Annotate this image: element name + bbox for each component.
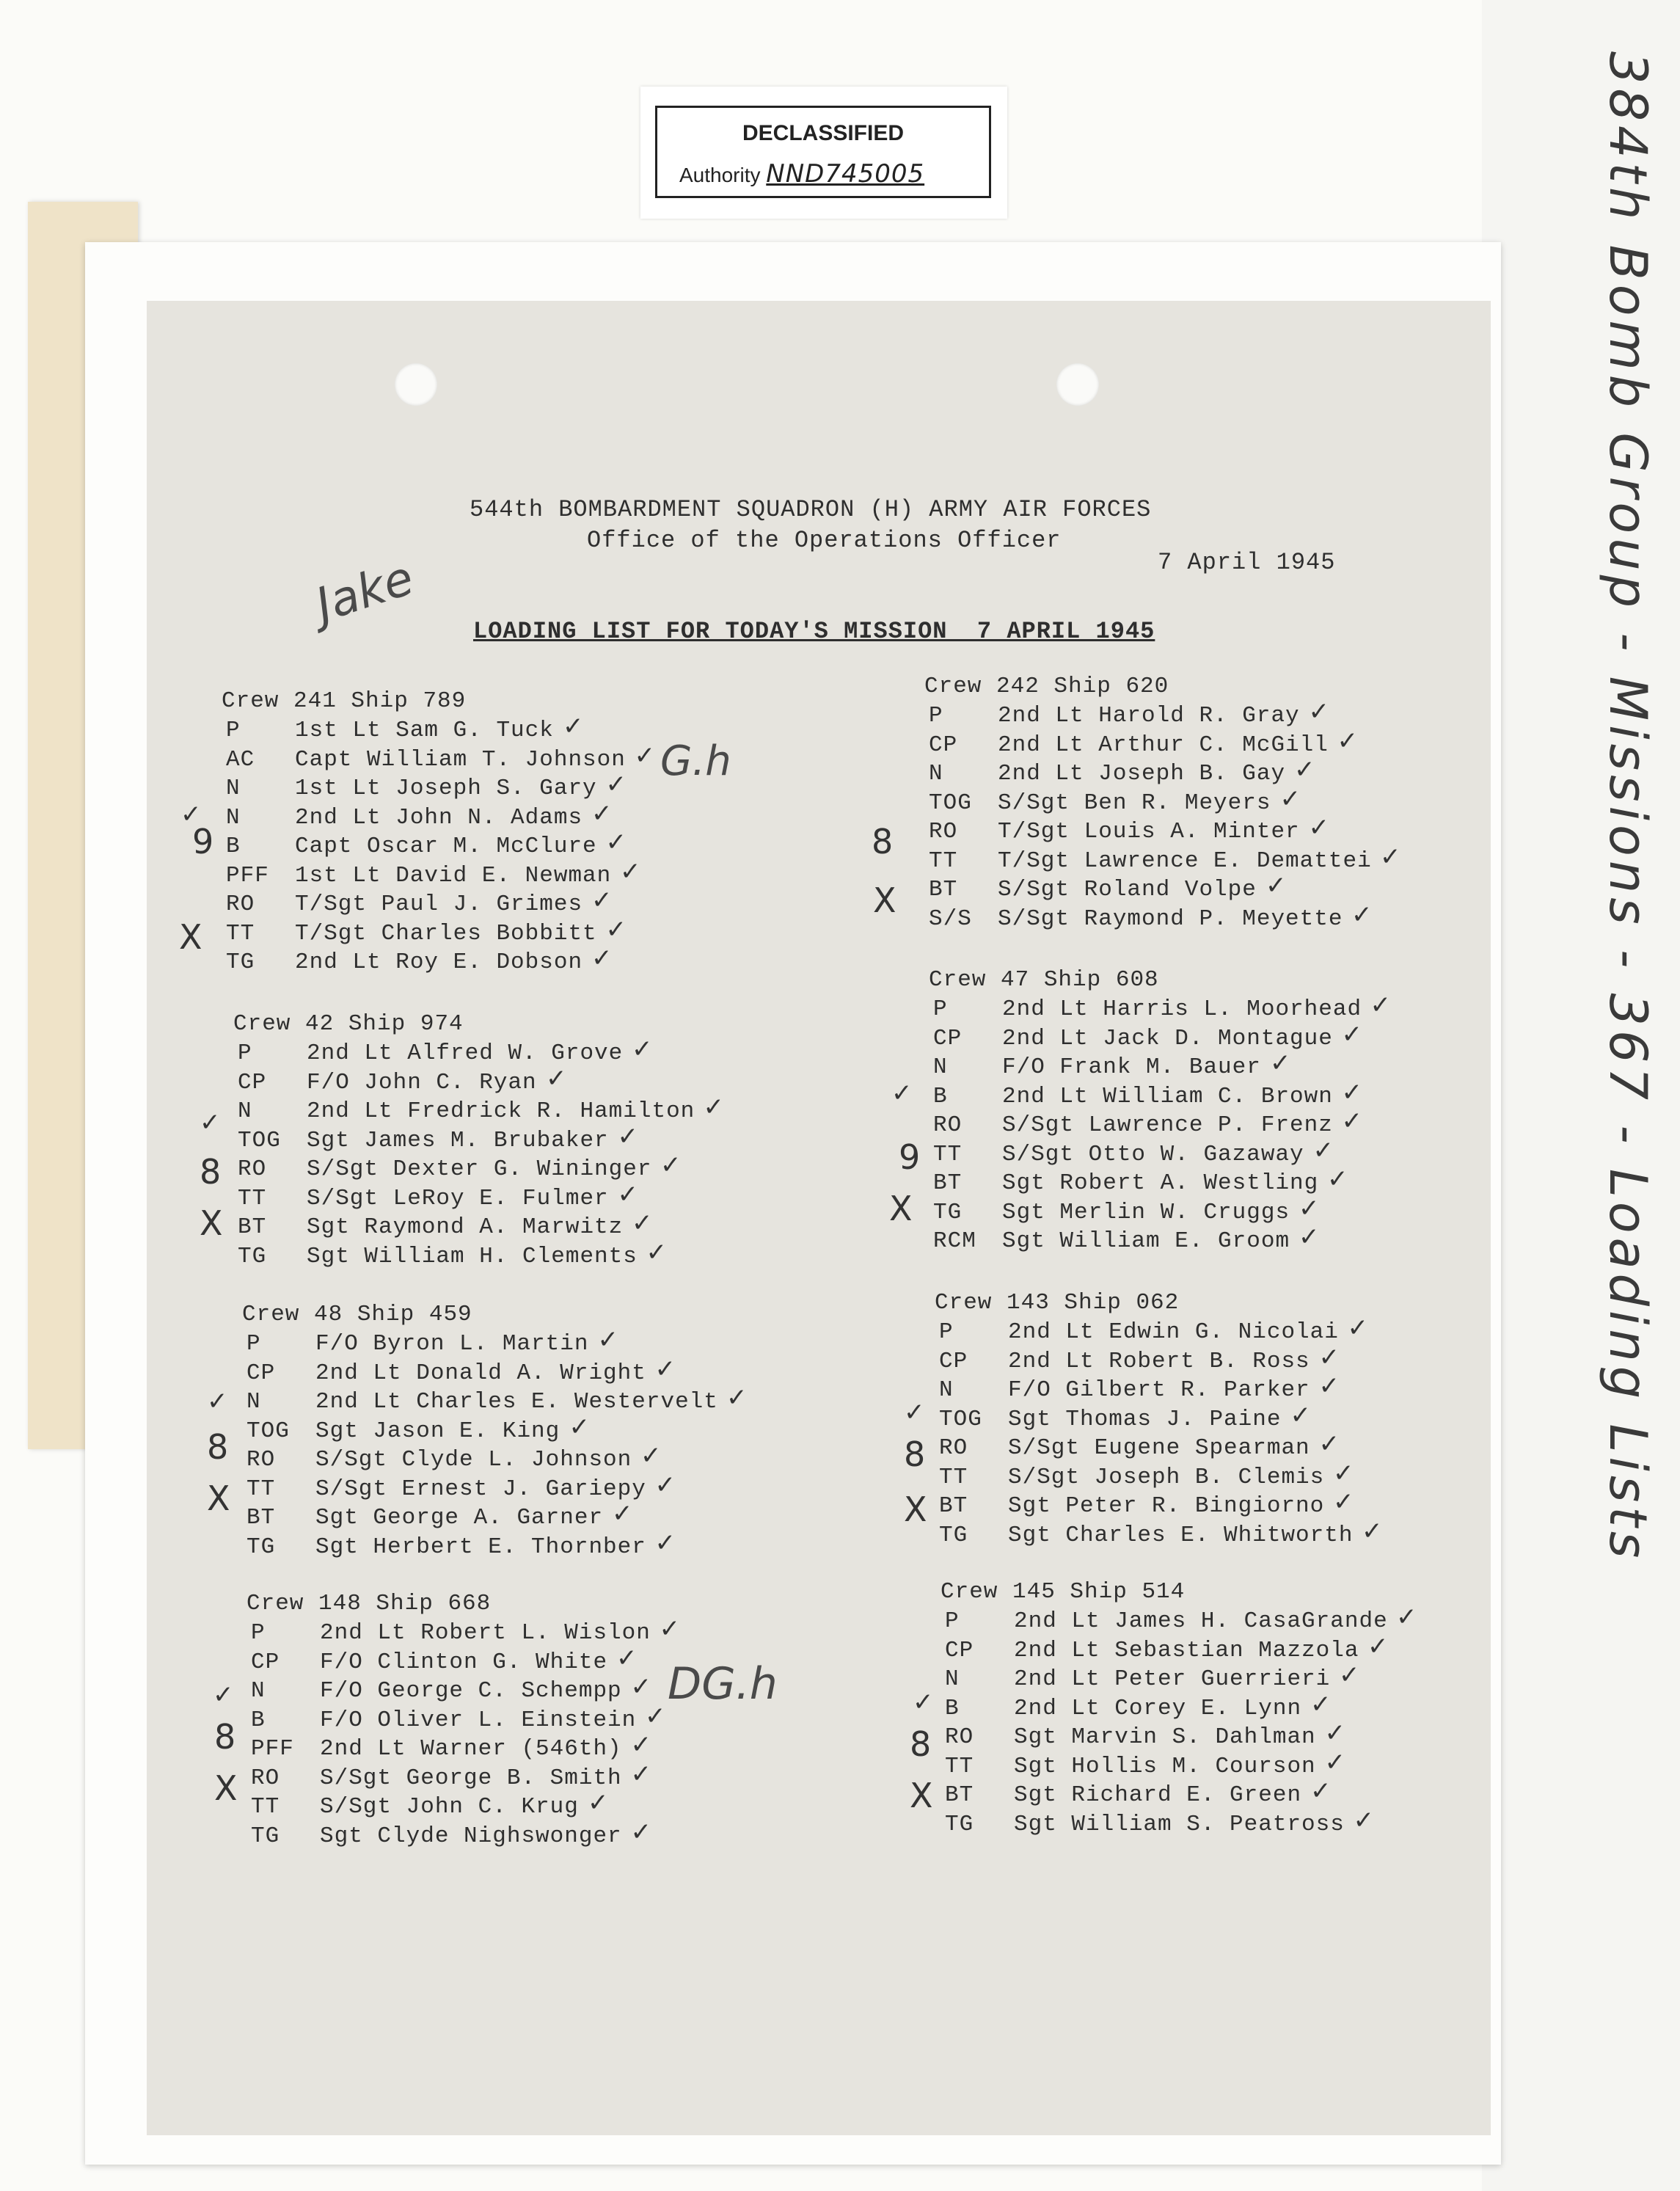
check-mark-icon: ✓ xyxy=(654,1470,676,1500)
check-mark-icon: ✓ xyxy=(1339,1660,1360,1690)
crew-position: TG xyxy=(945,1811,974,1837)
check-mark-icon: ✓ xyxy=(632,1035,653,1064)
crew-heading: Crew 241 Ship 789 xyxy=(222,688,467,714)
check-mark-icon: ✓ xyxy=(1308,813,1329,842)
crew-member-name: 2nd Lt Alfred W. Grove xyxy=(307,1040,624,1066)
check-mark-icon: ✓ xyxy=(1341,1107,1362,1136)
crew-member-name: Sgt Hollis M. Courson xyxy=(1014,1753,1316,1779)
stamp-authority xyxy=(679,159,924,189)
margin-mark: 8 xyxy=(910,1724,932,1764)
declassified-stamp xyxy=(640,87,1007,219)
crew-position: TOG xyxy=(939,1406,982,1432)
margin-mark: 8 xyxy=(200,1152,222,1192)
check-mark-icon: ✓ xyxy=(1308,697,1329,726)
crew-position: BT xyxy=(945,1782,974,1808)
crew-member-name: 1st Lt Sam G. Tuck xyxy=(295,718,554,743)
margin-mark: X xyxy=(873,881,896,920)
crew-position: P xyxy=(226,718,241,743)
crew-member-name: 2nd Lt John N. Adams xyxy=(295,804,583,831)
crew-member-name: Sgt Peter R. Bingiorno xyxy=(1008,1493,1325,1519)
check-mark-icon: ✓ xyxy=(591,798,613,828)
crew-position: P xyxy=(933,996,948,1022)
crew-member-name: S/Sgt Otto W. Gazaway xyxy=(1002,1141,1304,1167)
crew-position: PFF xyxy=(251,1736,294,1762)
check-mark-icon: ✓ xyxy=(1294,755,1315,784)
crew-member-name: Sgt Marvin S. Dahlman xyxy=(1014,1724,1316,1750)
check-mark-icon: ✓ xyxy=(1396,1603,1417,1632)
crew-position: TT xyxy=(933,1141,963,1167)
crew-member-name: 2nd Lt Peter Guerrieri xyxy=(1014,1666,1331,1692)
crew-position: TT xyxy=(246,1476,276,1502)
crew-member-name: F/O Frank M. Bauer xyxy=(1002,1054,1261,1080)
crew-member-name: 2nd Lt Donald A. Wright xyxy=(315,1360,646,1386)
crew-position: BT xyxy=(238,1214,267,1240)
crew-position: TOG xyxy=(929,790,972,816)
crew-member-name: Sgt Thomas J. Paine xyxy=(1008,1406,1282,1432)
crew-position: TOG xyxy=(246,1418,290,1444)
loading-list-title: LOADING LIST FOR TODAY'S MISSION 7 APRIL 1945 xyxy=(473,618,1155,645)
squadron-header: 544th BOMBARDMENT SQUADRON (H) ARMY AIR FORCES xyxy=(470,496,1152,523)
crew-heading: Crew 48 Ship 459 xyxy=(242,1302,472,1327)
crew-member-name: T/Sgt Lawrence E. Demattei xyxy=(998,847,1372,874)
crew-position: B xyxy=(945,1695,960,1721)
handwritten-jake: Jake xyxy=(309,551,420,633)
crew-position: N xyxy=(226,776,241,801)
check-mark-icon: ✓ xyxy=(597,1325,618,1355)
crew-member-name: 2nd Lt Charles E. Westervelt xyxy=(315,1389,718,1415)
crew-position: TG xyxy=(939,1522,968,1548)
check-mark-icon: ✓ xyxy=(654,1354,676,1384)
crew-position: TT xyxy=(945,1753,974,1779)
crew-position: TG xyxy=(238,1243,267,1269)
margin-mark: X xyxy=(910,1776,933,1815)
crew-position: RO xyxy=(226,892,255,917)
check-mark-icon: ✓ xyxy=(605,828,627,857)
crew-position: BT xyxy=(939,1493,968,1519)
crew-member-name: 2nd Lt Joseph B. Gay xyxy=(998,761,1286,787)
document-date: 7 April 1945 xyxy=(1158,549,1336,576)
check-mark-icon: ✓ xyxy=(1290,1400,1311,1430)
stamp-authority-label: Authority xyxy=(679,164,761,186)
check-mark-icon: ✓ xyxy=(1318,1429,1340,1459)
margin-mark: X xyxy=(214,1768,238,1808)
check-mark-icon: ✓ xyxy=(1351,900,1373,930)
crew-member-name: 2nd Lt Warner (546th) xyxy=(320,1736,622,1762)
crew-member-name: 1st Lt Joseph S. Gary xyxy=(295,776,597,801)
crew-member-name: F/O Byron L. Martin xyxy=(315,1331,589,1357)
check-mark-icon: ✓ xyxy=(630,1759,651,1789)
crew-position: CP xyxy=(939,1348,968,1374)
crew-member-name: 2nd Lt Jack D. Montague xyxy=(1002,1025,1333,1051)
crew-member-name: S/Sgt Lawrence P. Frenz xyxy=(1002,1112,1333,1138)
crew-position: TT xyxy=(939,1464,968,1490)
check-mark-icon: ✓ xyxy=(1266,871,1287,900)
crew-member-name: Sgt Clyde Nighswonger xyxy=(320,1823,622,1849)
crew-position: TT xyxy=(238,1185,267,1211)
crew-member-name: Sgt Herbert E. Thornber xyxy=(315,1534,646,1560)
crew-position: RO xyxy=(238,1156,267,1182)
crew-position: RO xyxy=(945,1724,974,1750)
crew-position: N xyxy=(933,1054,948,1080)
handwritten-gh: G.h xyxy=(660,737,731,785)
crew-position: N xyxy=(945,1666,960,1692)
crew-position: TT xyxy=(929,847,958,874)
crew-position: TG xyxy=(251,1823,280,1849)
crew-member-name: S/Sgt Roland Volpe xyxy=(998,877,1257,903)
crew-heading: Crew 42 Ship 974 xyxy=(233,1011,464,1037)
check-mark-icon: ✓ xyxy=(569,1412,590,1442)
crew-heading: Crew 47 Ship 608 xyxy=(929,967,1159,993)
check-mark-icon: ✓ xyxy=(591,944,613,973)
check-mark-icon: ✓ xyxy=(630,1672,651,1702)
crew-position: PFF xyxy=(226,862,269,889)
side-note-text: 384th Bomb Group - Missions - 367 - Loading Lists xyxy=(1598,51,1658,1563)
crew-member-name: 2nd Lt Harold R. Gray xyxy=(998,703,1300,729)
crew-member-name: T/Sgt Louis A. Minter xyxy=(998,819,1300,845)
crew-member-name: Sgt Richard E. Green xyxy=(1014,1782,1302,1808)
crew-heading: Crew 143 Ship 062 xyxy=(935,1290,1180,1316)
crew-member-name: S/Sgt Ben R. Meyers xyxy=(998,790,1271,816)
crew-member-name: S/Sgt Joseph B. Clemis xyxy=(1008,1464,1325,1490)
crew-member-name: S/Sgt Clyde L. Johnson xyxy=(315,1447,632,1473)
crew-member-name: Sgt William H. Clements xyxy=(307,1243,638,1269)
check-mark-icon: ✓ xyxy=(1333,1487,1354,1517)
crew-position: B xyxy=(226,834,241,859)
crew-member-name: 2nd Lt Robert B. Ross xyxy=(1008,1348,1310,1374)
crew-member-name: S/Sgt Eugene Spearman xyxy=(1008,1435,1310,1461)
check-mark-icon: ✓ xyxy=(588,1788,609,1818)
crew-position: TG xyxy=(246,1534,276,1560)
check-mark-icon: ✓ xyxy=(660,1151,682,1180)
crew-member-name: T/Sgt Paul J. Grimes xyxy=(295,892,583,917)
check-mark-icon: ✓ xyxy=(1327,1164,1348,1194)
crew-position: B xyxy=(251,1707,266,1733)
crew-position: N xyxy=(238,1098,252,1124)
stamp-authority-value: NND745005 xyxy=(766,159,925,189)
check-mark-icon: ✓ xyxy=(632,1208,653,1238)
stamp-title: DECLASSIFIED xyxy=(742,121,905,145)
crew-member-name: Sgt Jason E. King xyxy=(315,1418,560,1444)
crew-member-name: Sgt William E. Groom xyxy=(1002,1228,1290,1254)
crew-member-name: 2nd Lt Fredrick R. Hamilton xyxy=(307,1098,695,1124)
check-mark-icon: ✓ xyxy=(1299,1222,1320,1252)
crew-member-name: Sgt William S. Peatross xyxy=(1014,1811,1345,1837)
check-mark-icon: ✓ xyxy=(616,1643,638,1673)
check-mark-icon: ✓ xyxy=(546,1063,567,1093)
crew-member-name: 2nd Lt Roy E. Dobson xyxy=(295,949,583,975)
crew-position: N xyxy=(939,1377,954,1403)
check-mark-icon: ✓ xyxy=(1380,842,1401,872)
crew-member-name: Sgt George A. Garner xyxy=(315,1505,604,1531)
crew-member-name: S/Sgt Ernest J. Gariepy xyxy=(315,1476,646,1502)
check-mark-icon: ✓ xyxy=(1362,1516,1383,1546)
crew-member-name: 1st Lt David E. Newman xyxy=(295,862,612,889)
check-mark-icon: ✓ xyxy=(654,1528,676,1558)
crew-position: P xyxy=(246,1331,261,1357)
crew-member-name: T/Sgt Charles Bobbitt xyxy=(295,920,597,947)
crew-position: RO xyxy=(251,1765,280,1791)
crew-position: TT xyxy=(226,920,255,947)
crew-position: P xyxy=(238,1040,252,1066)
check-mark-icon: ✓ xyxy=(659,1614,680,1644)
crew-position: RO xyxy=(246,1447,276,1473)
crew-position: CP xyxy=(933,1025,963,1051)
crew-member-name: 2nd Lt Sebastian Mazzola xyxy=(1014,1637,1359,1663)
crew-member-name: Sgt Merlin W. Cruggs xyxy=(1002,1199,1290,1225)
check-mark-icon: ✓ xyxy=(617,1179,638,1209)
crew-member-name: F/O George C. Schempp xyxy=(320,1678,622,1704)
check-mark-icon: ✓ xyxy=(640,1441,662,1470)
crew-member-name: 2nd Lt Arthur C. McGill xyxy=(998,732,1329,758)
crew-member-name: F/O Gilbert R. Parker xyxy=(1008,1377,1310,1403)
crew-position: S/S xyxy=(929,905,972,932)
check-mark-icon: ✓ xyxy=(1279,784,1301,814)
crew-member-name: 2nd Lt Harris L. Moorhead xyxy=(1002,996,1362,1022)
crew-heading: Crew 242 Ship 620 xyxy=(924,674,1169,699)
margin-mark: ✓ xyxy=(207,1387,228,1416)
crew-position: RCM xyxy=(933,1228,976,1254)
handwritten-dgh: DG.h xyxy=(668,1658,778,1710)
crew-position: BT xyxy=(246,1505,276,1531)
check-mark-icon: ✓ xyxy=(1353,1805,1374,1835)
margin-mark: X xyxy=(179,917,202,957)
check-mark-icon: ✓ xyxy=(703,1093,724,1122)
margin-mark: ✓ xyxy=(180,800,202,829)
check-mark-icon: ✓ xyxy=(1270,1049,1291,1078)
check-mark-icon: ✓ xyxy=(726,1383,748,1412)
check-mark-icon: ✓ xyxy=(1337,726,1358,756)
check-mark-icon: ✓ xyxy=(1299,1193,1320,1223)
punch-hole-left xyxy=(395,363,437,406)
check-mark-icon: ✓ xyxy=(605,914,627,944)
crew-member-name: S/Sgt John C. Krug xyxy=(320,1794,579,1820)
crew-position: RO xyxy=(929,819,958,845)
margin-mark: 9 xyxy=(899,1137,921,1177)
crew-member-name: Capt Oscar M. McClure xyxy=(295,834,597,859)
crew-position: N xyxy=(226,804,241,831)
crew-position: CP xyxy=(246,1360,276,1386)
margin-mark: X xyxy=(889,1189,913,1228)
crew-member-name: S/Sgt Raymond P. Meyette xyxy=(998,905,1343,932)
crew-position: P xyxy=(945,1608,960,1634)
crew-position: P xyxy=(251,1620,266,1646)
check-mark-icon: ✓ xyxy=(1341,1077,1362,1107)
check-mark-icon: ✓ xyxy=(591,886,613,915)
crew-member-name: S/Sgt George B. Smith xyxy=(320,1765,622,1791)
stamp-box xyxy=(655,106,991,198)
crew-position: TT xyxy=(251,1794,280,1820)
margin-mark: ✓ xyxy=(891,1079,913,1108)
check-mark-icon: ✓ xyxy=(1310,1689,1332,1719)
check-mark-icon: ✓ xyxy=(563,712,584,741)
crew-position: B xyxy=(933,1083,948,1109)
check-mark-icon: ✓ xyxy=(617,1121,638,1151)
margin-mark: 8 xyxy=(207,1427,229,1467)
punch-hole-right xyxy=(1056,363,1099,406)
check-mark-icon: ✓ xyxy=(630,1730,651,1760)
check-mark-icon: ✓ xyxy=(1341,1019,1362,1049)
crew-position: P xyxy=(929,703,943,729)
check-mark-icon: ✓ xyxy=(634,740,655,770)
check-mark-icon: ✓ xyxy=(620,856,641,886)
margin-mark: 8 xyxy=(872,822,894,861)
crew-member-name: Sgt Robert A. Westling xyxy=(1002,1170,1319,1196)
crew-heading: Crew 145 Ship 514 xyxy=(941,1579,1186,1605)
check-mark-icon: ✓ xyxy=(1324,1718,1345,1748)
crew-position: AC xyxy=(226,746,255,773)
check-mark-icon: ✓ xyxy=(612,1499,633,1528)
check-mark-icon: ✓ xyxy=(1310,1776,1332,1806)
side-handwritten-note xyxy=(1588,51,1658,1849)
check-mark-icon: ✓ xyxy=(630,1817,651,1847)
crew-position: CP xyxy=(929,732,958,758)
check-mark-icon: ✓ xyxy=(645,1701,666,1731)
crew-position: N xyxy=(929,761,943,787)
check-mark-icon: ✓ xyxy=(1318,1342,1340,1372)
crew-position: N xyxy=(251,1678,266,1704)
crew-member-name: Sgt James M. Brubaker xyxy=(307,1127,609,1153)
check-mark-icon: ✓ xyxy=(1333,1458,1354,1488)
crew-member-name: Sgt Charles E. Whitworth xyxy=(1008,1522,1354,1548)
crew-position: BT xyxy=(933,1170,963,1196)
check-mark-icon: ✓ xyxy=(1312,1135,1334,1165)
margin-mark: 8 xyxy=(214,1717,236,1757)
crew-position: CP xyxy=(251,1649,280,1675)
crew-member-name: F/O John C. Ryan xyxy=(307,1069,537,1096)
crew-member-name: 2nd Lt Edwin G. Nicolai xyxy=(1008,1319,1339,1345)
crew-member-name: F/O Clinton G. White xyxy=(320,1649,608,1675)
crew-member-name: Sgt Raymond A. Marwitz xyxy=(307,1214,624,1240)
margin-mark: 9 xyxy=(192,822,214,861)
margin-mark: ✓ xyxy=(213,1680,234,1710)
crew-position: CP xyxy=(945,1637,974,1663)
margin-mark: ✓ xyxy=(913,1688,934,1717)
crew-member-name: S/Sgt LeRoy E. Fulmer xyxy=(307,1185,609,1211)
check-mark-icon: ✓ xyxy=(1370,991,1391,1020)
crew-member-name: S/Sgt Dexter G. Wininger xyxy=(307,1156,652,1182)
crew-position: RO xyxy=(933,1112,963,1138)
crew-position: TG xyxy=(226,949,255,975)
check-mark-icon: ✓ xyxy=(1347,1313,1368,1343)
crew-member-name: 2nd Lt Robert L. Wislon xyxy=(320,1620,651,1646)
margin-mark: X xyxy=(904,1490,927,1529)
crew-position: TOG xyxy=(238,1127,281,1153)
crew-position: BT xyxy=(929,877,958,903)
check-mark-icon: ✓ xyxy=(1367,1631,1389,1661)
check-mark-icon: ✓ xyxy=(646,1237,667,1267)
crew-heading: Crew 148 Ship 668 xyxy=(246,1591,492,1616)
margin-mark: 8 xyxy=(904,1434,926,1474)
crew-position: P xyxy=(939,1319,954,1345)
check-mark-icon: ✓ xyxy=(605,770,627,799)
margin-mark: X xyxy=(200,1203,223,1243)
check-mark-icon: ✓ xyxy=(1318,1371,1340,1401)
margin-mark: X xyxy=(207,1479,230,1518)
crew-member-name: 2nd Lt William C. Brown xyxy=(1002,1083,1333,1109)
margin-mark: ✓ xyxy=(200,1108,221,1137)
crew-position: CP xyxy=(238,1069,267,1096)
check-mark-icon: ✓ xyxy=(1324,1747,1345,1777)
crew-position: TG xyxy=(933,1199,963,1225)
crew-position: RO xyxy=(939,1435,968,1461)
office-header: Office of the Operations Officer xyxy=(587,527,1062,554)
crew-position: N xyxy=(246,1389,261,1415)
crew-member-name: 2nd Lt Corey E. Lynn xyxy=(1014,1695,1302,1721)
crew-member-name: Capt William T. Johnson xyxy=(295,746,626,773)
margin-mark: ✓ xyxy=(904,1398,925,1427)
crew-member-name: F/O Oliver L. Einstein xyxy=(320,1707,637,1733)
crew-member-name: 2nd Lt James H. CasaGrande xyxy=(1014,1608,1388,1634)
